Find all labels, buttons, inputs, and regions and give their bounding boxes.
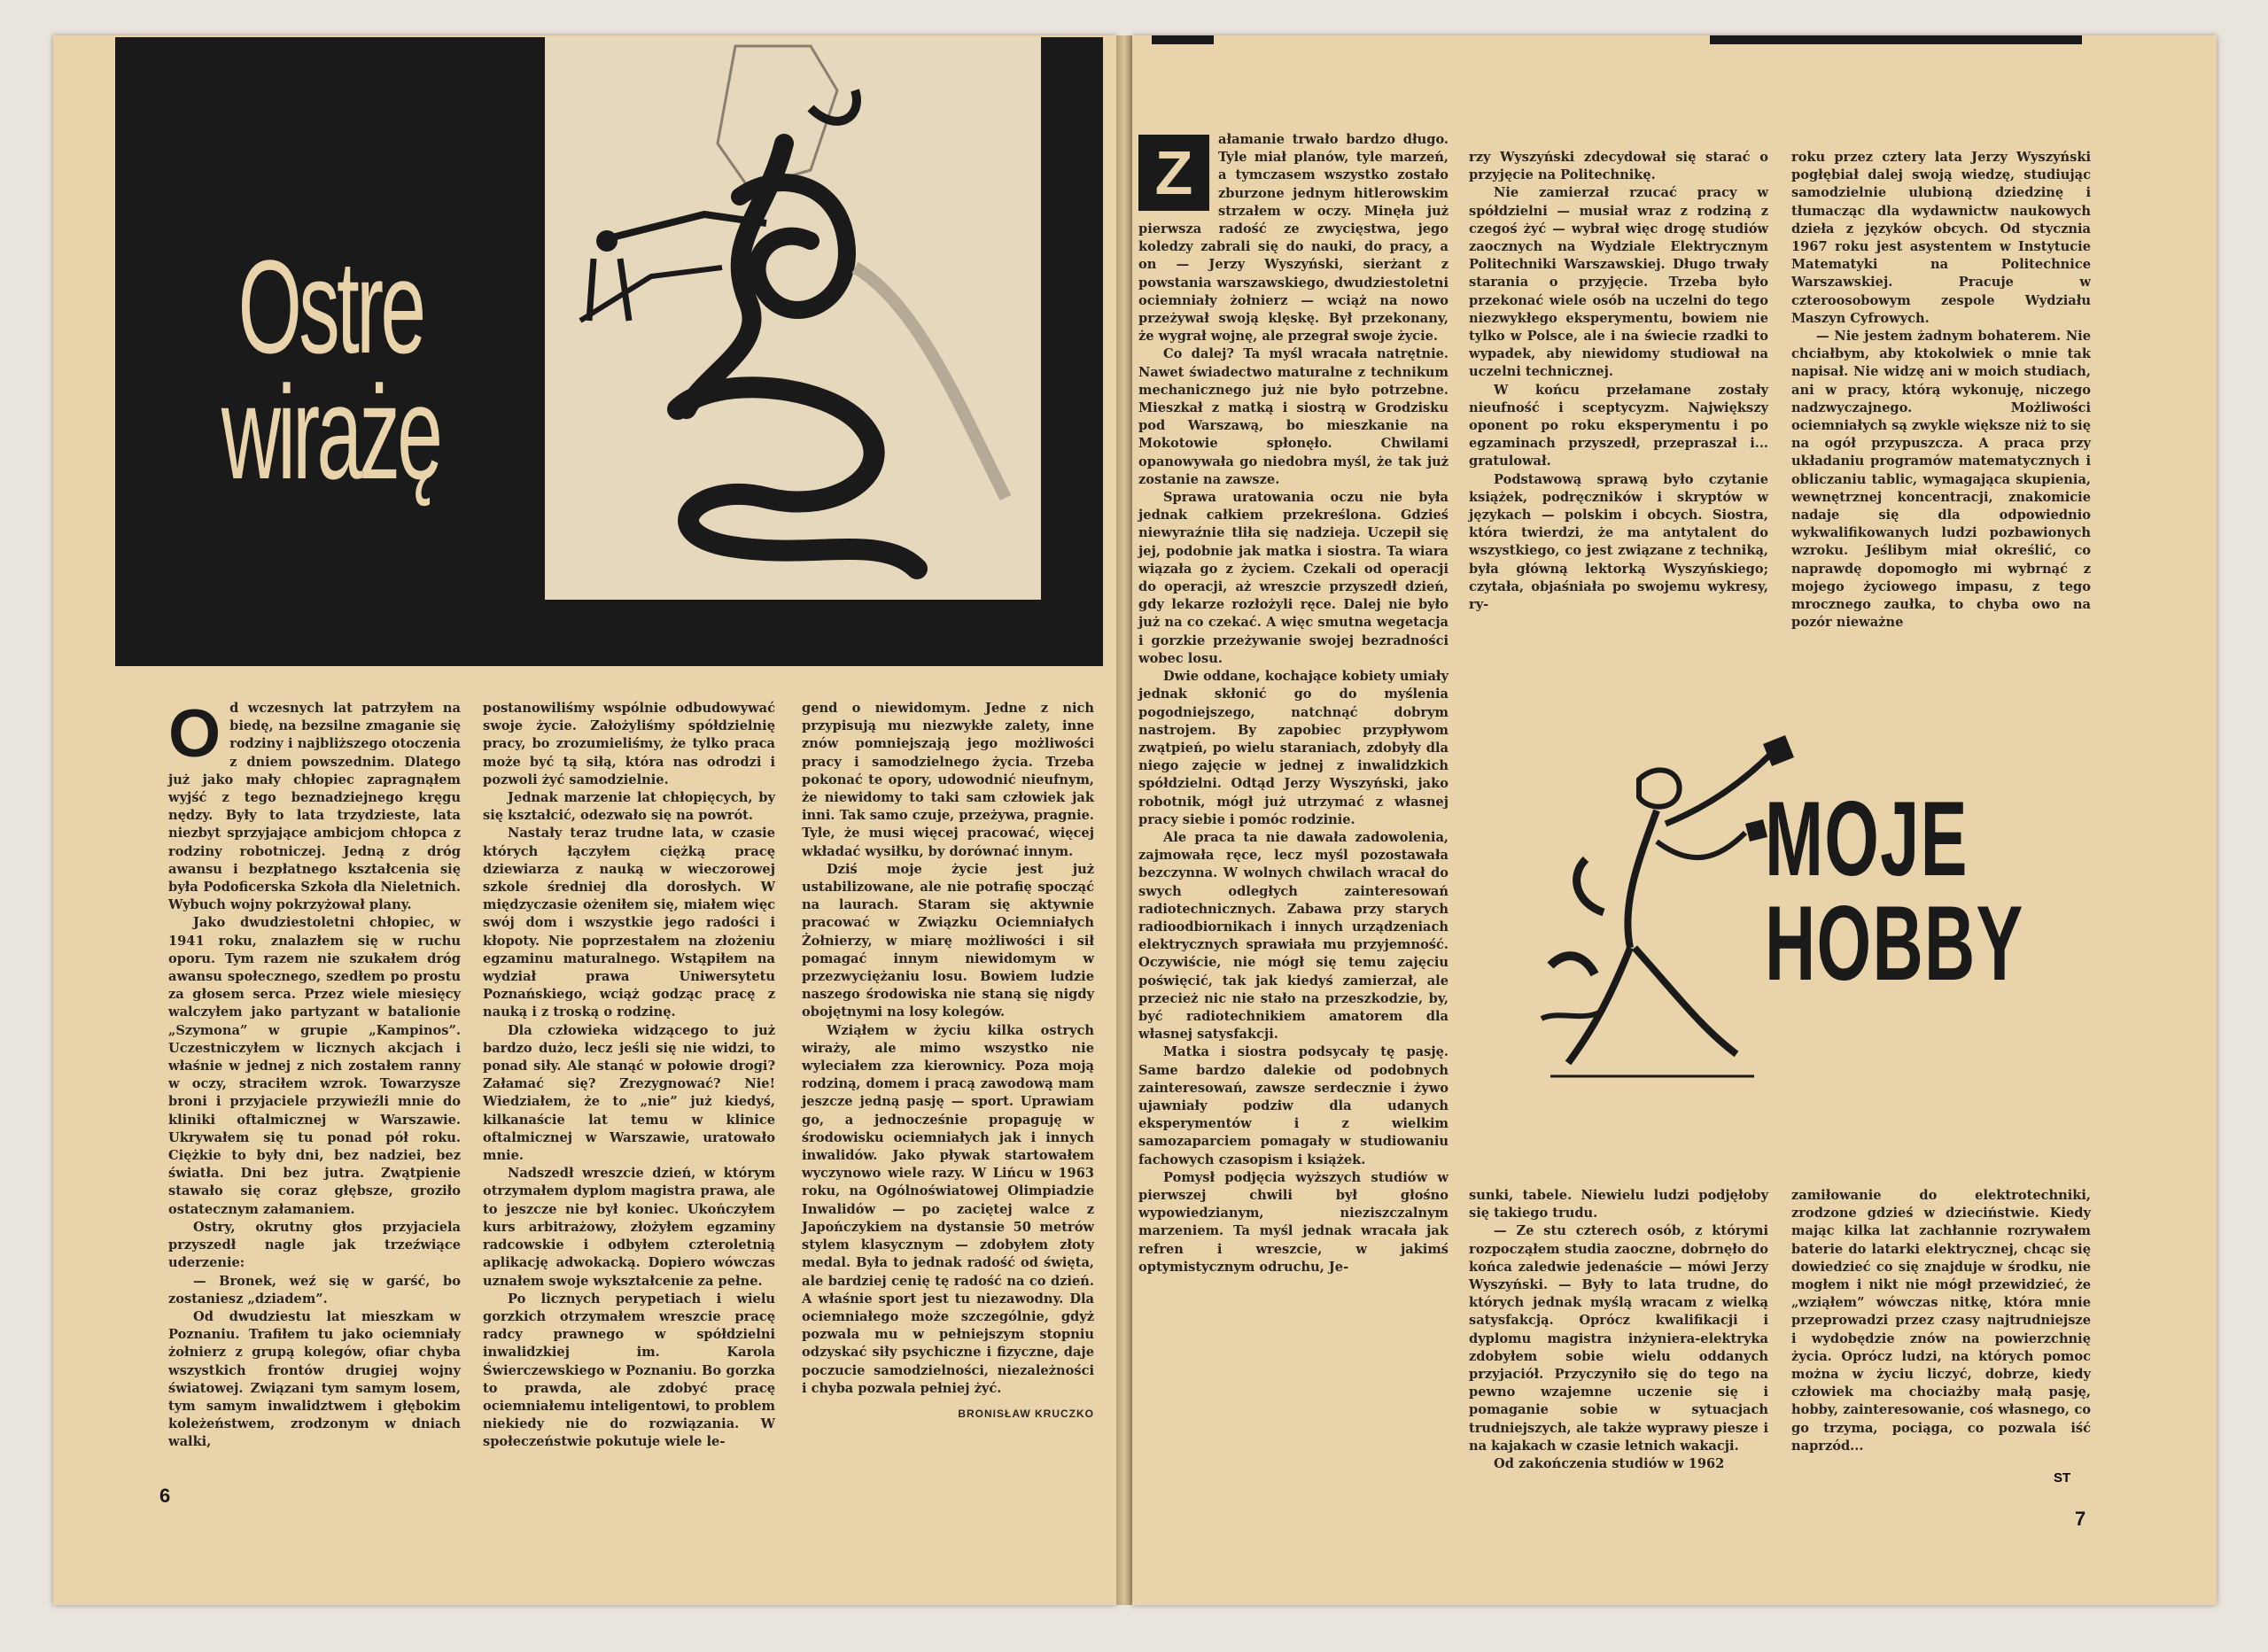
paragraph: W końcu przełamane zostały nieufność i sceptycyzm. Największy oponent po roku eksperymentu i po egzaminach przyszedł, przepraszał i... gratulował. (1469, 382, 1768, 469)
paragraph: Ostry, okrutny głos przyjaciela przyszedł nagle jak trzeźwiące uderzenie: (168, 1219, 461, 1271)
right-column-1 (1138, 131, 1449, 1276)
title-line-1: MOJE (1765, 779, 1969, 898)
paragraph: Po licznych perypetiach i wielu gorzkich otrzymałem wreszcie pracę radcy prawnego w spółdzielni inwalidzkiej im. Karola Świerczewskiego w Poznaniu. Bo gorzka to prawda, ale zdobyć pracę ociemniałemu inteligentowi, to problem niekiedy nie do rozwiązania. W społeczeństwie pokutuje wiele le- (483, 1291, 775, 1450)
paragraph: Podstawową sprawą było czytanie książek, podręczników i skryptów w językach — polskim i obcych. Siostra, która twierdzi, że ma antytalent do wszystkiego, co jest związane z techniką, była główną lektorką Wyszyńskiego; czytała, objaśniała po swojemu wykresy, ry- (1469, 471, 1768, 613)
paragraph: zamiłowanie do elektrotechniki, zrodzone gdzieś w dzieciństwie. Kiedy mając kilka lat zachłannie rozrywałem baterie do latarki elektrycznej, chcąc się dowiedzieć co się znajduje w środku, nie mogłem i nikt nie mógł przewidzieć, że „wziąłem” wówczas nitkę, która mnie przeprowadzi przez czasy najtrudniejsze i wydobędzie znów na powierzchnię życia. Oprócz ludzi, na których pomoc można w życiu liczyć, dobrze, kiedy człowiek ma chociażby małą pasję, hobby, zainteresowanie, coś własnego, co go trzyma, pociąga, co pozwala iść naprzód... (1791, 1188, 2091, 1454)
paragraph: Co dalej? Ta myśl wracała natrętnie. Nawet świadectwo maturalne z technikum mechanicznego już nie było potrzebne. Mieszkał z matką i siostrą w Grodzisku pod Warszawą, bo mieszkanie na Mokotowie spłonęło. Chwilami opanowywała go niedobra myśl, że tak już zostanie na zawsze. (1138, 346, 1449, 487)
paragraph: Jako dwudziestoletni chłopiec, w 1941 roku, znalazłem się w ruchu oporu. Tym razem nie szukałem dróg awansu społecznego, szedłem po prostu za głosem serca. Przez wiele miesięcy walczyłem jako partyzant w batalionie „Szymona” w grupie „Kampinos”. Uczestniczyłem w licznych akcjach i właśnie w jednej z nich zostałem ranny w oczy, straciłem wzrok. Towarzysze broni i przyjaciele przywieźli mnie do kliniki oftalmicznej w Warszawie. Ukrywałem się tu ponad pół roku. Ciężkie to były dni, bez nadziei, bez światła. Dni bez jutra. Zwątpienie stawało się coraz głębsze, groziło ostatecznym załamaniem. (168, 915, 461, 1217)
paragraph: Sprawa uratowania oczu nie była jednak całkiem przekreślona. Gdzieś niewyraźnie tliła się nadzieja. Uczepił się jej, podobnie jak matka i siostra. Ta wiara wiązała go z życiem. Czekali od operacji do operacji, aż wreszcie przyszedł dzień, gdy lekarze rozłożyli ręce. Dalej nie było już na co czekać. A więc smutna wegetacja i gorzkie przeżywanie swojej bezradności wobec losu. (1138, 490, 1449, 666)
left-column-1 (168, 696, 461, 1452)
center-fold (1116, 35, 1132, 1605)
left-column-3 (802, 700, 1094, 1423)
paragraph: Dla człowieka widzącego to już bardzo dużo, lecz jeśli się nie widzi, to ponad siły. Ale stanąć w połowie drogi? Załamać się? Zrezygnować? Nie! Wiedziałem, że to „nie” już kiedyś, kilkanaście lat temu w klinice oftalmicznej w Warszawie, uratowało mnie. (483, 1022, 775, 1164)
title-line-1: Ostre (237, 232, 423, 381)
paragraph: sunki, tabele. Niewielu ludzi podjęłoby się takiego trudu. (1469, 1188, 1768, 1222)
paragraph: ałamanie trwało bardzo długo. Tyle miał planów, tyle marzeń, a tymczasem wszystko zostało zburzone jednym hitlerowskim strzałem w oczy. Minęła już pierwsza radość ze zwycięstwa, jego koledzy zabrali się do nauki, do pracy, a on — Jerzy Wyszyński, sierżant z powstania warszawskiego, dwudziestoletni ociemniały żołnierz — wciąż na nowo przeżywał swoją klęskę. Był przekonany, że wygrał wojnę, ale przegrał swoje życie. (1138, 132, 1449, 345)
top-rule-right (1710, 35, 2082, 44)
drop-cap: Z (1138, 135, 1209, 211)
author-byline: BRONISŁAW KRUCZKO (958, 1407, 1094, 1420)
paragraph: Dwie oddane, kochające kobiety umiały jednak skłonić go do myślenia pogodniejszego, natchnąć dobrym nastrojem. By zapobiec przypływom zwątpień, po wielu staraniach, zdobyły dla niego zajęcie w jednej z inwalidzkich spółdzielni. Odtąd Jerzy Wyszyński, jako robotnik, mógł już utrzymać z własnej pracy siebie i pomóc rodzinie. (1138, 669, 1449, 827)
paragraph: postanowiliśmy wspólnie odbudowywać swoje życie. Założyliśmy spółdzielnię pracy, bo zrozumieliśmy, że tylko praca może być tą siłą, która nas odrodzi i pozwoli żyć samodzielnie. (483, 701, 775, 787)
paragraph: — Ze stu czterech osób, z którymi rozpocząłem studia zaoczne, dobrnęło do końca zaledwie jedenaście — mówi Jerzy Wyszyński. — Były to lata trudne, do których jednak myślą wracam z wielką satysfakcją. Oprócz kwalifikacji i dyplomu magistra inżyniera-elektryka zdobyłem sobie wielu oddanych przyjaciół. Przyczyniło się do tego na pewno wzajemne uczenie się i pomaganie sobie w sytuacjach trudniejszych, ale także wyprawy piesze i na kajakach w czasie letnich wakacji. (1469, 1223, 1768, 1454)
paragraph: Ale praca ta nie dawała zadowolenia, zajmowała ręce, lecz myśl pozostawała bezczynna. W wolnych chwilach wracał do swych odległych zainteresowań radiotechnicznych. Zabawa przy starych radioodbiornikach i innych urządzeniach elektrycznych sprawiała mu przyjemność. Oczywiście, nie mógł się temu zajęciu poświęcić, tak jak kiedyś zamierzał, ale przecież nic nie stało na przeszkodzie, by, być radiotechnikiem amatorem dla własnej satysfakcji. (1138, 829, 1449, 1043)
page-number-left: 6 (159, 1485, 171, 1507)
paragraph: Pomysł podjęcia wyższych studiów w pierwszej chwili był głośno wypowiedzianym, nieziszczalnym marzeniem. Ta myśl jednak wracała jak refren i wreszcie, w jakimś optymistycznym odruchu, Je- (1138, 1169, 1449, 1275)
paragraph: — Nie jestem żadnym bohaterem. Nie chciałbym, aby ktokolwiek o mnie tak napisał. Nie widzę ani w moich studiach, ani w pracy, którą wykonuję, niczego nadzwyczajnego. Możliwości ociemniałych są zwykle większe niż to się na ogół przypuszcza. A praca przy układaniu programów matematycznych i obliczaniu tablic, wymagająca skupienia, wewnętrznej koncentracji, znakomicie nadaje się dla odpowiednio wykwalifikowanych ludzi pozbawionych wzroku. Jeślibym miał określić, co naprawdę dopomogło mi wybrnąć z mojego życiowego impasu, z tego mrocznego zaułka, to chyba owo na pozór nieważne (1791, 329, 2091, 631)
paragraph: Nadszedł wreszcie dzień, w którym otrzymałem dyplom magistra prawa, ale to jeszcze nie był koniec. Ukończyłem kurs arbitrażowy, złożyłem egzaminy radcowskie i odbyłem czteroletnią aplikację adwokacką. Dopiero wówczas uznałem swoje wykształcenie za pełne. (483, 1166, 775, 1289)
drop-cap: O (168, 696, 221, 772)
paragraph: Od zakończenia studiów w 1962 (1494, 1456, 1725, 1472)
paragraph: d wczesnych lat patrzyłem na biedę, na bezsilne zmaganie się rodziny i najbliższego otoczenia z dniem powszednim. Dlatego już jako mały chłopiec zapragnąłem wyjść z tego beznadziejnego kręgu nędzy. Były to lata trzydzieste, lata niezbyt sprzyjające ambicjom chłopca z rodziny robotniczej. Jedną z dróg awansu i bezpłatnego kształcenia się była Podoficerska Szkoła dla Nieletnich. Wybuch wojny pokrzyżował plany. (168, 701, 461, 913)
paragraph: — Bronek, weź się w garść, bo zostaniesz „dziadem”. (168, 1273, 461, 1307)
right-column-3 (1791, 149, 2091, 632)
paragraph: Jednak marzenie lat chłopięcych, by się kształcić, odezwało się na powrót. (483, 790, 775, 824)
page-number-right: 7 (2075, 1508, 2086, 1530)
title-line-2: wirażę (221, 358, 440, 507)
paragraph: Nie zamierzał rzucać pracy w spółdzielni — musiał wraz z rodziną z czegoś żyć — wybrał więc drogę studiów zaocznych na Wydziale Elektrycznym Politechniki Warszawskiej. Długo trwały starania o przyjęcie. Trzeba było przekonać wiele osób na uczelni do tego niezwykłego eksperymentu, bowiem nie tylko w Polsce, ale i na świecie rzadki to wypadek, aby niewidomy studiował na uczelni technicznej. (1469, 185, 1768, 380)
right-column-3-lower (1791, 1187, 2091, 1455)
right-column-2 (1469, 149, 1768, 614)
right-column-2-lower (1469, 1187, 1768, 1473)
paragraph: Dziś moje życie jest już ustabilizowane, ale nie potrafię spocząć na laurach. Staram się aktywnie pracować w Związku Ociemniałych Żołnierzy, w miarę możliwości i sił pomagać innym niewidomym w przezwyciężaniu losu. Bowiem ludzie naszego środowiska nie staną się nigdy obojętnymi na losy kolegów. (802, 861, 1094, 1020)
title-line-2: HOBBY (1765, 884, 2024, 1003)
top-rule-left (1152, 35, 1214, 44)
abstract-figure-drawing-icon (545, 37, 1041, 600)
article-title (201, 232, 459, 507)
paragraph: roku przez cztery lata Jerzy Wyszyński pogłębiał dalej swoją wiedzę, studiując samodzielnie ulubioną dziedzinę i tłumacząc dla wydawnictw naukowych dzieła z języków obcych. Od stycznia 1967 roku jest asystentem w Instytucie Matematyki na Politechnice Warszawskiej. Pracuje w czteroosobowym zespole Wydziału Maszyn Cyfrowych. (1791, 150, 2091, 326)
section-title (1765, 779, 2024, 1003)
paragraph: rzy Wyszyński zdecydował się starać o przyjęcie na Politechnikę. (1469, 150, 1768, 183)
left-column-2 (483, 700, 775, 1452)
paragraph: gend o niewidomym. Jedne z nich przypisują mu niezwykłe zalety, inne znów pomniejszają jego możliwości pracy i samodzielnego życia. Trzeba pokonać te opory, udowodnić nieufnym, że niewidomy to taki sam człowiek jak inni. Tak samo czuje, przeżywa, pragnie. Tyle, że musi więcej pracować, więcej wkładać wysiłku, by dorównać innym. (802, 701, 1094, 859)
paragraph: Od dwudziestu lat mieszkam w Poznaniu. Trafiłem tu jako ociemniały żołnierz z grupą kolegów, ofiar chyba wszystkich frontów drugiej wojny światowej. Związani tym samym losem, tym samym inwalidztwem i głębokim koleżeństwem, zrodzonym w dniach walki, (168, 1308, 461, 1450)
paragraph: Nastały teraz trudne lata, w czasie których łączyłem ciężką pracę dziewiarza z nauką w wieczorowej szkole średniej dla dorosłych. W międzyczasie ożeniłem się, miałem więc swój dom i wszystkie jego radości i kłopoty. Nie poprzestałem na złożeniu egzaminu maturalnego. Wstąpiłem na wydział prawa Uniwersytetu Poznańskiego, wciąż godząc pracę z nauką i z troską o rodzinę. (483, 826, 775, 1020)
author-initials: ST (2054, 1470, 2071, 1485)
paragraph: Wziąłem w życiu kilka ostrych wiraży, ale mimo wszystko nie wyleciałem zza kierownicy. Poza moją rodziną, domem i pracą zawodową mam jeszcze jedną pasję — sport. Uprawiam go, a jednocześnie propaguję w środowisku ociemniałych jak i innych inwalidów. Jako pływak startowałem wyczynowo wiele razy. W Lińcu w 1963 roku, na Ogólnoświatowej Olimpiadzie Inwalidów — po zaciętej walce z Japończykiem na dystansie 50 metrów stylem klasycznym — zdobyłem złoty medal. Była to jednak radość od święta, ale bardziej cenię tę radość na co dzień. A właśnie sport jest tu niezawodny. Dla ociemniałego może szczególnie, gdyż pozwala mu w pełniejszym stopniu odzyskać siły psychiczne i fizyczne, daje poczucie samodzielności, niezależności i chyba pozwala pełniej żyć. (802, 1022, 1094, 1396)
paragraph: Matka i siostra podsycały tę pasję. Same bardzo dalekie od podobnych zainteresowań, zawsze serdecznie i żywo ujawniały podziw dla udanych eksperymentów i z wielkim samozaparciem pomagały w studiowaniu fachowych czasopism i książek. (1138, 1044, 1449, 1167)
